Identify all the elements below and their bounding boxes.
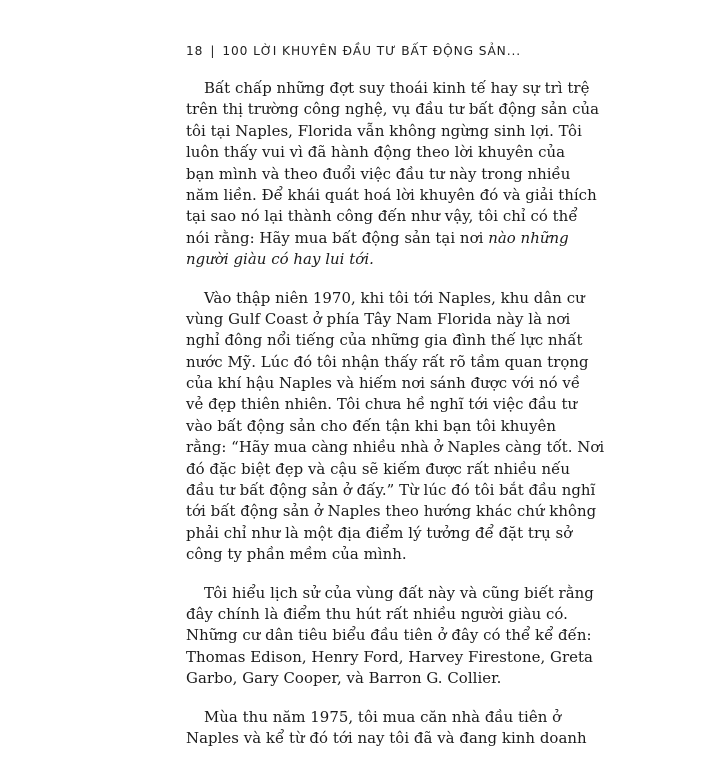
paragraph (186, 583, 594, 690)
header-separator: | (210, 44, 216, 58)
text-line: Mùa thu năm 1975, tôi mua căn nhà đầu tiên ở (204, 707, 562, 726)
text-line: tới bất động sản ở Naples theo hướng khác chứ không (186, 502, 597, 521)
text-line: năm liền. Để khái quát hoá lời khuyên đó và giải thích (186, 185, 597, 204)
text-line: Những cư dân tiêu biểu đầu tiên ở đây có thể kể đến: (186, 626, 592, 645)
paragraph (186, 78, 600, 271)
running-head (186, 44, 546, 64)
text-line: Naples và kể từ đó tới nay tôi đã và đang kinh doanh (186, 728, 587, 747)
text-line: Thomas Edison, Henry Ford, Harvey Firestone, Greta (186, 647, 593, 666)
text-line: đây chính là điểm thu hút rất nhiều người giàu có. (186, 604, 568, 623)
text-line: luôn thấy vui vì đã hành động theo lời khuyên của (186, 143, 566, 162)
text-line: Garbo, Gary Cooper, và Barron G. Collier. (186, 669, 502, 688)
text-line: phải chỉ như là một địa điểm lý tưởng để đặt trụ sở (186, 523, 573, 542)
text-line: của khí hậu Naples và hiếm nơi sánh được với nó về (186, 374, 581, 393)
book-title: 100 LỜI KHUYÊN ĐẦU TƯ BẤT ĐỘNG SẢN... (222, 44, 522, 58)
text-line: trên thị trường công nghệ, vụ đầu tư bất động sản của (186, 100, 600, 119)
text-line: tôi tại Naples, Florida vẫn không ngừng sinh lợi. Tôi (186, 121, 582, 140)
paragraph (186, 288, 605, 566)
text-line: người giàu có hay lui tới. (186, 250, 374, 269)
body-text (186, 78, 605, 766)
text-line: Bất chấp những đợt suy thoái kinh tế hay sự trì trệ (204, 79, 590, 97)
text-line: công ty phần mềm của mình. (186, 545, 407, 564)
text-line: vẻ đẹp thiên nhiên. Tôi chưa hề nghĩ tới việc đầu tư (186, 395, 578, 414)
text-line: rằng: “Hãy mua càng nhiều nhà ở Naples càng tốt. Nơi (186, 438, 605, 457)
text-line: nói rằng: Hãy mua bất động sản tại nơi nào những (186, 228, 569, 247)
text-line: tại sao nó lại thành công đến như vậy, tôi chỉ có thể (186, 207, 578, 226)
text-line: Tôi hiểu lịch sử của vùng đất này và cũng biết rằng (204, 583, 594, 602)
page-number: 18 (186, 44, 204, 58)
text-line: nước Mỹ. Lúc đó tôi nhận thấy rất rõ tầm quan trọng (186, 352, 589, 371)
text-line: vùng Gulf Coast ở phía Tây Nam Florida này là nơi (186, 309, 571, 328)
text-line: đó đặc biệt đẹp và cậu sẽ kiếm được rất nhiều nếu (186, 459, 571, 478)
text-line: bạn mình và theo đuổi việc đầu tư này trong nhiều (186, 164, 571, 183)
text-line: nghỉ đông nổi tiếng của những gia đình thế lực nhất (186, 331, 583, 350)
text-line: đầu tư bất động sản ở đấy.” Từ lúc đó tôi bắt đầu nghĩ (186, 481, 596, 500)
paragraph (186, 707, 587, 750)
text-line: vào bất động sản cho đến tận khi bạn tôi khuyên (186, 416, 557, 435)
text-line: Vào thập niên 1970, khi tôi tới Naples, khu dân cư (204, 288, 585, 307)
